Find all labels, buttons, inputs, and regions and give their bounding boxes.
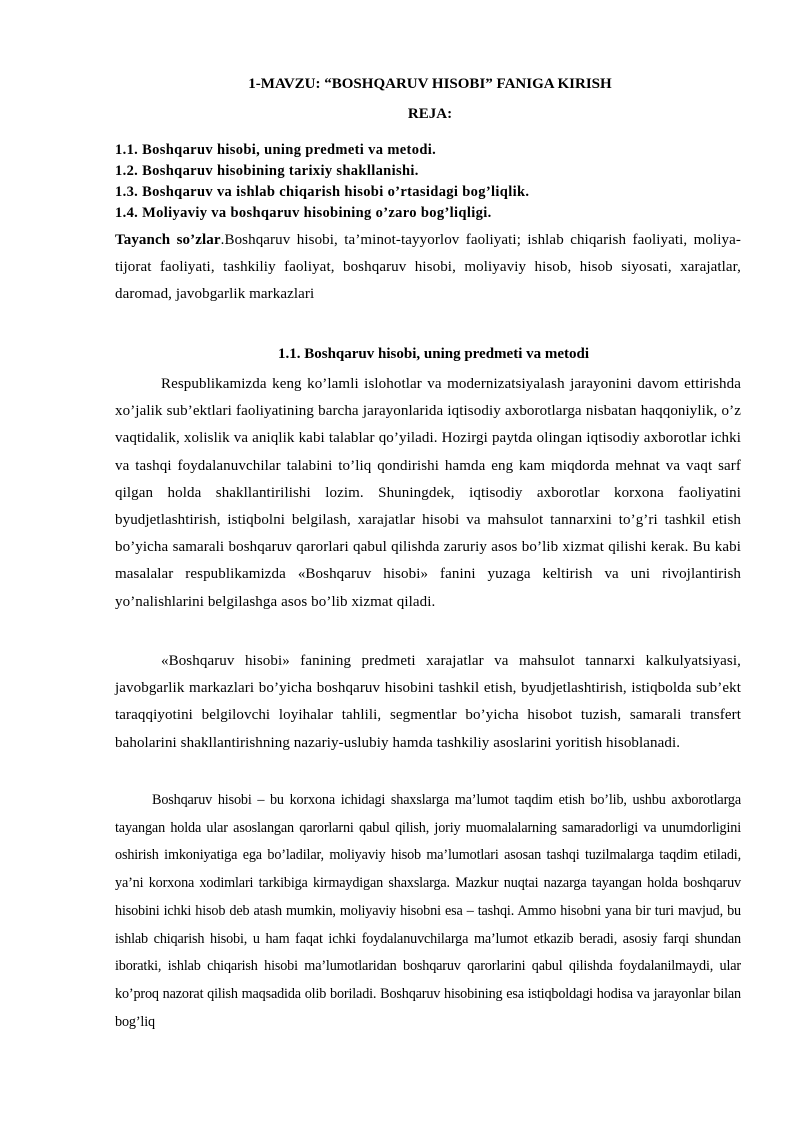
keywords-paragraph: [115, 227, 741, 309]
plan-item: 1.2. Boshqaruv hisobining tarixiy shakllanishi.: [115, 163, 419, 179]
plan-label: REJA:: [407, 106, 453, 122]
plan-item: 1.3. Boshqaruv va ishlab chiqarish hisobi o’rtasidagi bog’liqlik.: [115, 184, 530, 200]
body-paragraph-3: [115, 787, 741, 1036]
paragraph-text: Respublikamizda keng ko’lamli islohotlar va modernizatsiyalash jarayonini davom ettirishda xo’jalik sub’ektlari faoliyatining barcha jarayonlarida iqtisodiy axborotlarga nisbatan haqqoniylik, o’z vaqtidalik, xolislik va aniqlik kabi talablar qo’yiladi. Hozirgi paytda olingan iqtisodiy axborotlar ichki va tashqi foydalanuvchilar talabini to’liq qondirishi hamda eng kam miqdorda mehnat va vaqt sarf qilgan holda shakllantirilishi lozim. Shuningdek, iqtisodiy axborotlar korxona faoliyatini byudjetlashtirish, istiqbolni belgilash, xarajatlar hisobi va mahsulot tannarxini to’g’ri tashkil etish bo’yicha samarali boshqaruv qarorlari qabul qilishda zaruriy asos bo’lib xizmat qilishi kerak. Bu kabi masalalar respublikamizda «Boshqaruv hisobi» fanini yuzaga keltirish va uni rivojlantirish yo’nalishlarini belgilashga asos bo’lib xizmat qiladi.: [115, 376, 741, 610]
page-title: 1-MAVZU: “BOSHQARUV HISOBI” FANIGA KIRISH: [248, 76, 612, 92]
keywords-text: .Boshqaruv hisobi, ta’minot-tayyorlov faoliyati; ishlab chiqarish faoliyati, moliya-tijorat faoliyati, tashkiliy faoliyat, boshqaruv hisobi, moliyaviy hisob, hisob siyosati, xarajatlar, daromad, javobgarlik markazlari: [115, 232, 741, 303]
plan-list: [115, 140, 755, 224]
body-paragraph-1: [115, 371, 741, 616]
plan-item: 1.4. Moliyaviy va boshqaruv hisobining o’zaro bog’liqligi.: [115, 205, 492, 221]
paragraph-text: Boshqaruv hisobi – bu korxona ichidagi shaxslarga ma’lumot taqdim etish bo’lib, ushbu axborotlarga tayangan holda ular asoslangan qarorlarni qabul qilish, joriy muomalalarning samaradorligi va unumdorligini oshirish imkoniyatiga ega bo’ladilar, moliyaviy hisob ma’lumotlari asosan tashqi tuzilmalarga taqdim etiladi, ya’ni korxona xodimlari tarkibiga kirmaydigan shaxslarga. Mazkur nuqtai nazarga tayangan holda boshqaruv hisobini ichki hisob deb atash mumkin, moliyaviy hisobni esa – tashqi. Ammo hisobni yana bir turi mavjud, bu ishlab chiqarish hisobi, u ham faqat ichki foydalanuvchilarga ma’lumot etkazib beradi, asosiy farqi shundan iboratki, ishlab chiqarish hisobi ma’lumotlaridan boshqaruv qarorlarini qabul qilishda foydalanilmaydi, ular ko’proq nazorat qilish maqsadida olib boriladi. Boshqaruv hisobining esa istiqboldagi hodisa va jarayonlar bilan bog’liq: [115, 792, 741, 1030]
keywords-label: Tayanch so’zlar: [115, 232, 221, 248]
body-paragraph-2: [115, 648, 741, 757]
section-title: 1.1. Boshqaruv hisobi, uning predmeti va metodi: [278, 346, 590, 362]
paragraph-text: «Boshqaruv hisobi» fanining predmeti xarajatlar va mahsulot tannarxi kalkulyatsiyasi, javobgarlik markazlari bo’yicha boshqaruv hisobini tashkil etish, byudjetlashtirish, istiqbolda sub’ekt taraqqiyotini belgilovchi loyihalar tahlili, segmentlar bo’yicha hisobot tuzish, samarali transfert baholarini shakllantirishning nazariy-uslubiy hamda tashkiliy asoslarini yoritish hisoblanadi.: [115, 653, 741, 751]
plan-item: 1.1. Boshqaruv hisobi, uning predmeti va metodi.: [115, 142, 437, 158]
